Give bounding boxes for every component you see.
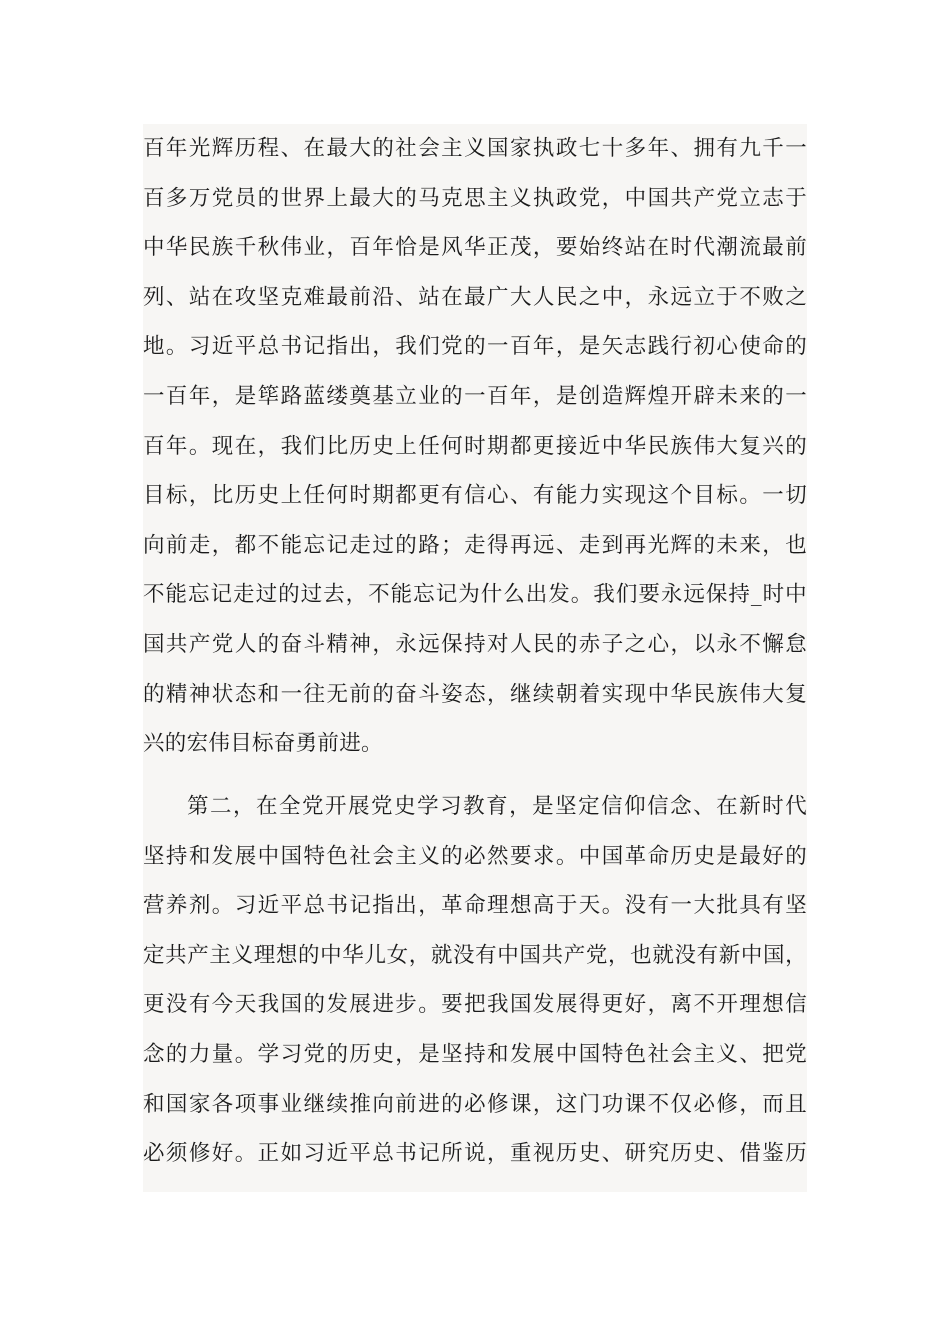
paragraph-line: 不能忘记走过的过去，不能忘记为什么出发。我们要永远保持_时中 xyxy=(143,582,807,608)
paragraph-line: 目标，比历史上任何时期都更有信心、有能力实现这个目标。一切 xyxy=(143,483,807,509)
paragraph-line: 的精神状态和一往无前的奋斗姿态，继续朝着实现中华民族伟大复 xyxy=(143,681,807,707)
text-block xyxy=(143,124,807,1192)
paragraph-line: 必须修好。正如习近平总书记所说，重视历史、研究历史、借鉴历 xyxy=(143,1141,807,1167)
paragraph-line: 营养剂。习近平总书记指出，革命理想高于天。没有一大批具有坚 xyxy=(143,893,807,919)
paragraph-line: 一百年，是筚路蓝缕奠基立业的一百年，是创造辉煌开辟未来的一 xyxy=(143,383,807,409)
paragraph-line: 念的力量。学习党的历史，是坚持和发展中国特色社会主义、把党 xyxy=(143,1041,807,1067)
paragraph-line: 兴的宏伟目标奋勇前进。 xyxy=(143,731,383,757)
paragraph-line: 国共产党人的奋斗精神，永远保持对人民的赤子之心，以永不懈怠 xyxy=(143,631,807,657)
paragraph-line: 中华民族千秋伟业，百年恰是风华正茂，要始终站在时代潮流最前 xyxy=(143,235,807,261)
paragraph-line: 地。习近平总书记指出，我们党的一百年，是矢志践行初心使命的 xyxy=(143,334,807,360)
paragraph-line: 百年光辉历程、在最大的社会主义国家执政七十多年、拥有九千一 xyxy=(143,136,807,161)
paragraph-line: 列、站在攻坚克难最前沿、站在最广大人民之中，永远立于不败之 xyxy=(143,284,807,310)
paragraph-line: 百多万党员的世界上最大的马克思主义执政党，中国共产党立志于 xyxy=(143,185,807,211)
paragraph-line: 定共产主义理想的中华儿女，就没有中国共产党，也就没有新中国， xyxy=(143,942,807,968)
paragraph-2 xyxy=(143,782,807,1179)
paragraph-line: 更没有今天我国的发展进步。要把我国发展得更好，离不开理想信 xyxy=(143,992,807,1018)
paragraph-line: 百年。现在，我们比历史上任何时期都更接近中华民族伟大复兴的 xyxy=(143,433,807,459)
paragraph-line: 第二，在全党开展党史学习教育，是坚定信仰信念、在新时代 xyxy=(187,794,807,819)
paragraph-line: 坚持和发展中国特色社会主义的必然要求。中国革命历史是最好的 xyxy=(143,843,807,869)
paragraph-line: 向前走，都不能忘记走过的路；走得再远、走到再光辉的未来，也 xyxy=(143,532,807,558)
paragraph-line: 和国家各项事业继续推向前进的必修课，这门功课不仅必修，而且 xyxy=(143,1091,807,1117)
paragraph-1 xyxy=(143,124,807,769)
